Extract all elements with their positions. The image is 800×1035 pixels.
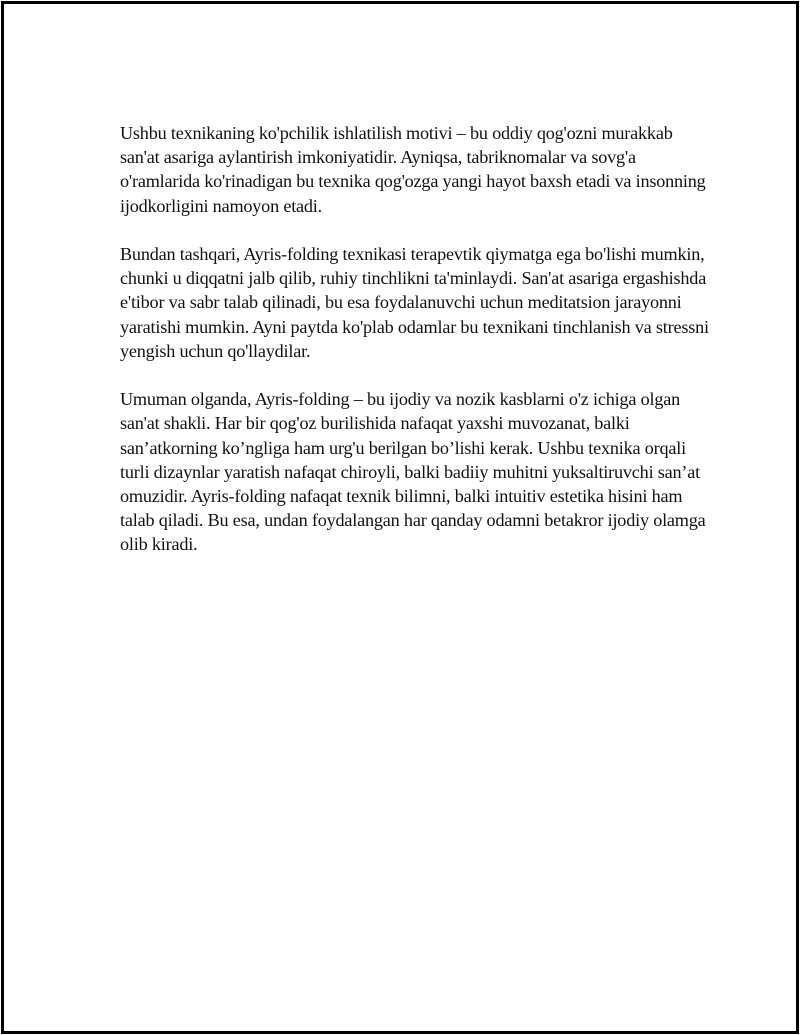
document-body: [120, 121, 710, 557]
page-border: [1, 1, 799, 1034]
paragraph-2: Bundan tashqari, Ayris-folding texnikasi terapevtik qiymatga ega bo'lishi mumkin, chunki u diqqatni jalb qilib, ruhiy tinchlikni ta'minlaydi. San'at asariga ergashishda e'tibor va sabr talab qilinadi, bu esa foydalanuvchi uchun meditatsion jarayonni yaratishi mumkin. Ayni paytda ko'plab odamlar bu texnikani tinchlanish va stressni yengish uchun qo'llaydilar.: [120, 244, 709, 361]
paragraph-1: Ushbu texnikaning ko'pchilik ishlatilish motivi – bu oddiy qog'ozni murakkab san'at asariga aylantirish imkoniyatidir. Ayniqsa, tabriknomalar va sovg'a o'ramlarida ko'rinadigan bu texnika qog'ozga yangi hayot baxsh etadi va insonning ijodkorligini namoyon etadi.: [120, 123, 706, 216]
paragraph-3: Umuman olganda, Ayris-folding – bu ijodiy va nozik kasblarni o'z ichiga olgan san'at shakli. Har bir qog'oz burilishida nafaqat yaxshi muvozanat, balki san’atkorning ko’ngliga ham urg'u berilgan bo’lishi kerak. Ushbu texnika orqali turli dizaynlar yaratish nafaqat chiroyli, balki badiiy muhitni yuksaltiruvchi san’at omuzidir. Ayris-folding nafaqat texnik bilimni, balki intuitiv estetika hisini ham talab qiladi. Bu esa, undan foydalangan har qanday odamni betakror ijodiy olamga olib kiradi.: [120, 389, 706, 555]
